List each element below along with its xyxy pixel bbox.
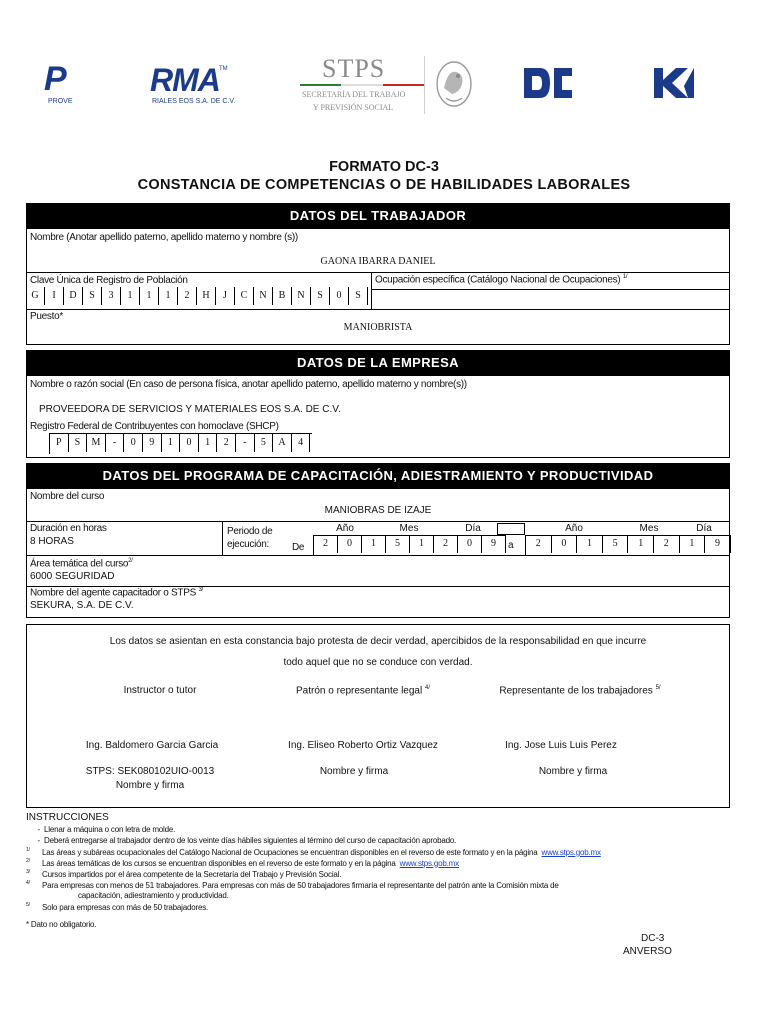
rfc-char-cell: P (50, 434, 69, 452)
instructor-firma-caption: Nombre y firma (115, 780, 185, 791)
periodo-a-label: a (508, 540, 514, 551)
patron-label: Patrón o representante legal $^{4/}$ (296, 685, 430, 697)
rma-logo-trademark: TM (219, 66, 228, 72)
instructor-label: Instructor o tutor (123, 685, 197, 696)
curp-char-cell: 3 (102, 287, 121, 305)
area-tematica-value[interactable]: 6000 SEGURIDAD (30, 571, 115, 582)
instruccion-text: Solo para empresas con más de 50 trabajadores. (42, 902, 209, 912)
rfc-grid[interactable] (49, 433, 312, 454)
periodo-label-line1: Periodo de (227, 526, 273, 537)
footer-form-code: DC-3 (641, 933, 665, 944)
fecha-inicio-digit-cell: 9 (482, 535, 506, 553)
stps-divider (424, 56, 425, 114)
rfc-char-cell: 1 (199, 434, 218, 452)
curp-grid[interactable] (26, 287, 371, 305)
representante-firma-caption: Nombre y firma (538, 766, 608, 777)
divider (222, 521, 223, 555)
curp-char-cell: 1 (159, 287, 178, 305)
divider (371, 272, 372, 309)
duracion-value[interactable]: 8 HORAS (30, 536, 74, 547)
rfc-char-cell: 2 (217, 434, 236, 452)
section-header-trabajador: DATOS DEL TRABAJADOR (26, 203, 730, 228)
rfc-char-cell: - (106, 434, 125, 452)
duracion-label: Duración en horas (30, 523, 107, 534)
fecha-inicio-digit-cell: 5 (386, 535, 410, 553)
instruccion-mark: 2/ (26, 858, 30, 864)
rfc-char-cell: 0 (124, 434, 143, 452)
curp-char-cell: S (83, 287, 102, 305)
stps-tricolor-bar (300, 84, 424, 86)
stps-logo-title: STPS (322, 54, 386, 83)
fecha-fin-digit-cell: 1 (577, 535, 603, 553)
declaracion-line2: todo aquel que no se conduce con verdad. (283, 657, 473, 668)
fecha-fin-digit-cell: 1 (628, 535, 654, 553)
divider (26, 555, 730, 556)
curp-char-cell: N (292, 287, 311, 305)
razon-social-label: Nombre o razón social (En caso de persona física, anotar apellido paterno, apellido materno y nombre(s)) (30, 379, 467, 390)
fecha-inicio-digit-cell: 0 (338, 535, 362, 553)
rfc-char-cell: A (273, 434, 292, 452)
instruccion-mark: - (37, 836, 40, 845)
fecha-fin-digit-cell: 1 (680, 535, 706, 553)
instrucciones-list (26, 825, 726, 913)
instruccion-item (26, 847, 726, 858)
puesto-value[interactable]: MANIOBRISTA (343, 322, 413, 333)
fin-anio-header: Año (565, 523, 583, 534)
section-header-empresa: DATOS DE LA EMPRESA (26, 350, 730, 375)
curp-char-cell: I (45, 287, 64, 305)
curp-char-cell: H (197, 287, 216, 305)
stps-logo-subtitle-2: Y PREVISIÓN SOCIAL (313, 103, 394, 112)
curso-label: Nombre del curso (30, 491, 105, 502)
rfc-char-cell: 4 (292, 434, 311, 452)
instruccion-text: Para empresas con menos de 51 trabajadores. Para empresas con más de 50 trabajadores firmaría el representante del patrón ante la Comisión mixta de (42, 880, 559, 890)
curp-char-cell: C (235, 287, 254, 305)
instruccion-mark: 3/ (26, 869, 30, 875)
rfc-char-cell: - (236, 434, 255, 452)
representante-name: Ing. Jose Luis Luis Perez (505, 740, 617, 751)
inicio-dia-header: Día (465, 523, 481, 534)
instruccion-item (26, 858, 726, 869)
dc-logo-icon (524, 64, 572, 102)
fecha-inicio-digit-cell: 2 (434, 535, 458, 553)
fecha-inicio-digit-cell: 1 (362, 535, 386, 553)
curp-char-cell: S (349, 287, 368, 305)
periodo-label-line2: ejecución: (227, 539, 270, 550)
fin-dia-header: Día (696, 523, 712, 534)
stps-logo-subtitle-1: SECRETARÍA DEL TRABAJO (302, 90, 406, 99)
curp-char-cell: 0 (330, 287, 349, 305)
form-title: FORMATO DC-3 (329, 159, 439, 175)
area-tematica-label: Área temática del curso$^{2/}$ (30, 558, 133, 570)
agente-capacitador-value[interactable]: SEKURA, S.A. DE C.V. (30, 600, 134, 611)
instruccion-mark: 1/ (26, 847, 30, 853)
footer-side: ANVERSO (623, 946, 672, 957)
curp-label: Clave Única de Registro de Población (30, 275, 188, 286)
fin-mes-header: Mes (639, 523, 659, 534)
rma-logo-fragment-icon (654, 64, 694, 102)
razon-social-value[interactable]: PROVEEDORA DE SERVICIOS Y MATERIALES EOS S.A. DE C.V. (39, 404, 341, 415)
curp-char-cell: G (26, 287, 45, 305)
fecha-inicio-digit-cell: 2 (314, 535, 338, 553)
patron-name: Ing. Eliseo Roberto Ortiz Vazquez (288, 740, 438, 751)
instruccion-item (26, 869, 726, 880)
fecha-fin-digit-cell: 9 (705, 535, 731, 553)
puesto-label: Puesto* (30, 311, 63, 322)
fecha-fin-grid[interactable] (525, 535, 731, 555)
fecha-inicio-digit-cell: 1 (410, 535, 434, 553)
rfc-char-cell: 5 (255, 434, 274, 452)
curp-char-cell: 1 (140, 287, 159, 305)
fecha-fin-digit-cell: 2 (526, 535, 552, 553)
instruccion-item (26, 902, 726, 913)
rma-logo-caption: RIALES EOS S.A. DE C.V. (152, 98, 236, 105)
stps-website-link[interactable]: www.stps.gob.mx (541, 847, 601, 857)
rfc-char-cell: 9 (143, 434, 162, 452)
periodo-de-label: De (292, 542, 305, 553)
curp-char-cell: B (273, 287, 292, 305)
form-subtitle: CONSTANCIA DE COMPETENCIAS O DE HABILIDADES LABORALES (137, 177, 631, 193)
rfc-char-cell: S (69, 434, 88, 452)
dato-no-obligatorio-note: * Dato no obligatorio. (26, 920, 97, 929)
ocupacion-label: Ocupación específica (Catálogo Nacional de Ocupaciones) $^{1/}$ (375, 274, 628, 286)
curp-char-cell: N (254, 287, 273, 305)
instruccion-item (26, 880, 726, 891)
agente-capacitador-label: Nombre del agente capacitador o STPS $^{3/}$ (30, 587, 203, 599)
provider-logo-caption: PROVE (48, 98, 73, 105)
rfc-label: Registro Federal de Contribuyentes con homoclave (SHCP) (30, 421, 279, 432)
inicio-anio-header: Año (336, 523, 354, 534)
instructor-registro: STPS: SEK080102UIO-0013 (85, 766, 215, 777)
declaracion-line1: Los datos se asientan en esta constancia bajo protesta de decir verdad, apercibidos de la responsabilidad en que incurre (109, 636, 647, 647)
fecha-fin-digit-cell: 2 (654, 535, 680, 553)
fecha-fin-digit-cell: 0 (552, 535, 578, 553)
instruccion-text: Llenar a máquina o con letra de molde. (44, 825, 176, 834)
instruccion-text: Las áreas y subáreas ocupacionales del Catálogo Nacional de Ocupaciones se encuentran disponibles en el reverso de este formato y en la página (42, 847, 538, 857)
stps-website-link[interactable]: www.stps.gob.mx (399, 858, 459, 868)
instruccion-mark: 5/ (26, 902, 30, 908)
fecha-fin-digit-cell: 5 (603, 535, 629, 553)
divider (26, 521, 730, 522)
rfc-char-cell: 0 (180, 434, 199, 452)
instructor-name: Ing. Baldomero Garcia Garcia (85, 740, 219, 751)
provider-logo-p: P (44, 60, 67, 98)
rma-logo: RMA (150, 62, 220, 98)
divider (371, 289, 730, 290)
instruccion-text: Deberá entregarse al trabajador dentro de los veinte días hábiles siguientes al término del curso de capacitación aprobado. (44, 836, 457, 845)
instruccion-text: Las áreas temáticas de los cursos se encuentran disponibles en el reverso de este formato y en la página (42, 858, 396, 868)
curso-value[interactable]: MANIOBRAS DE IZAJE (324, 505, 432, 516)
curp-char-cell: S (311, 287, 330, 305)
instruccion-mark: 4/ (26, 880, 30, 886)
divider (26, 272, 730, 273)
instruccion-item (26, 836, 726, 847)
curp-char-cell: 2 (178, 287, 197, 305)
mexico-coat-of-arms-icon (434, 58, 474, 110)
rfc-char-cell: 1 (162, 434, 181, 452)
instruccion-text: Cursos impartidos por el área competente de la Secretaría del Trabajo y Previsión Social. (42, 869, 342, 879)
nombre-value[interactable]: GAONA IBARRA DANIEL (320, 256, 436, 267)
section-header-programa: DATOS DEL PROGRAMA DE CAPACITACIÓN, ADIESTRAMIENTO Y PRODUCTIVIDAD (26, 463, 730, 488)
nombre-label: Nombre (Anotar apellido paterno, apellido materno y nombre (s)) (30, 232, 298, 243)
representante-label: Representante de los trabajadores $^{5/}$ (499, 685, 661, 697)
inicio-mes-header: Mes (399, 523, 419, 534)
patron-firma-caption: Nombre y firma (319, 766, 389, 777)
instruccion-mark: - (37, 825, 40, 834)
curp-char-cell: J (216, 287, 235, 305)
instruccion-text: capacitación, adiestramiento y productividad. (78, 891, 229, 900)
curp-char-cell: D (64, 287, 83, 305)
separator-cell (497, 523, 525, 535)
curp-char-cell: 1 (121, 287, 140, 305)
divider (26, 309, 730, 310)
fecha-inicio-grid[interactable] (313, 535, 506, 555)
instruccion-item (26, 825, 726, 836)
instruccion-item (26, 891, 726, 902)
instrucciones-title: INSTRUCCIONES (26, 812, 109, 823)
fecha-inicio-digit-cell: 0 (458, 535, 482, 553)
rfc-char-cell: M (87, 434, 106, 452)
